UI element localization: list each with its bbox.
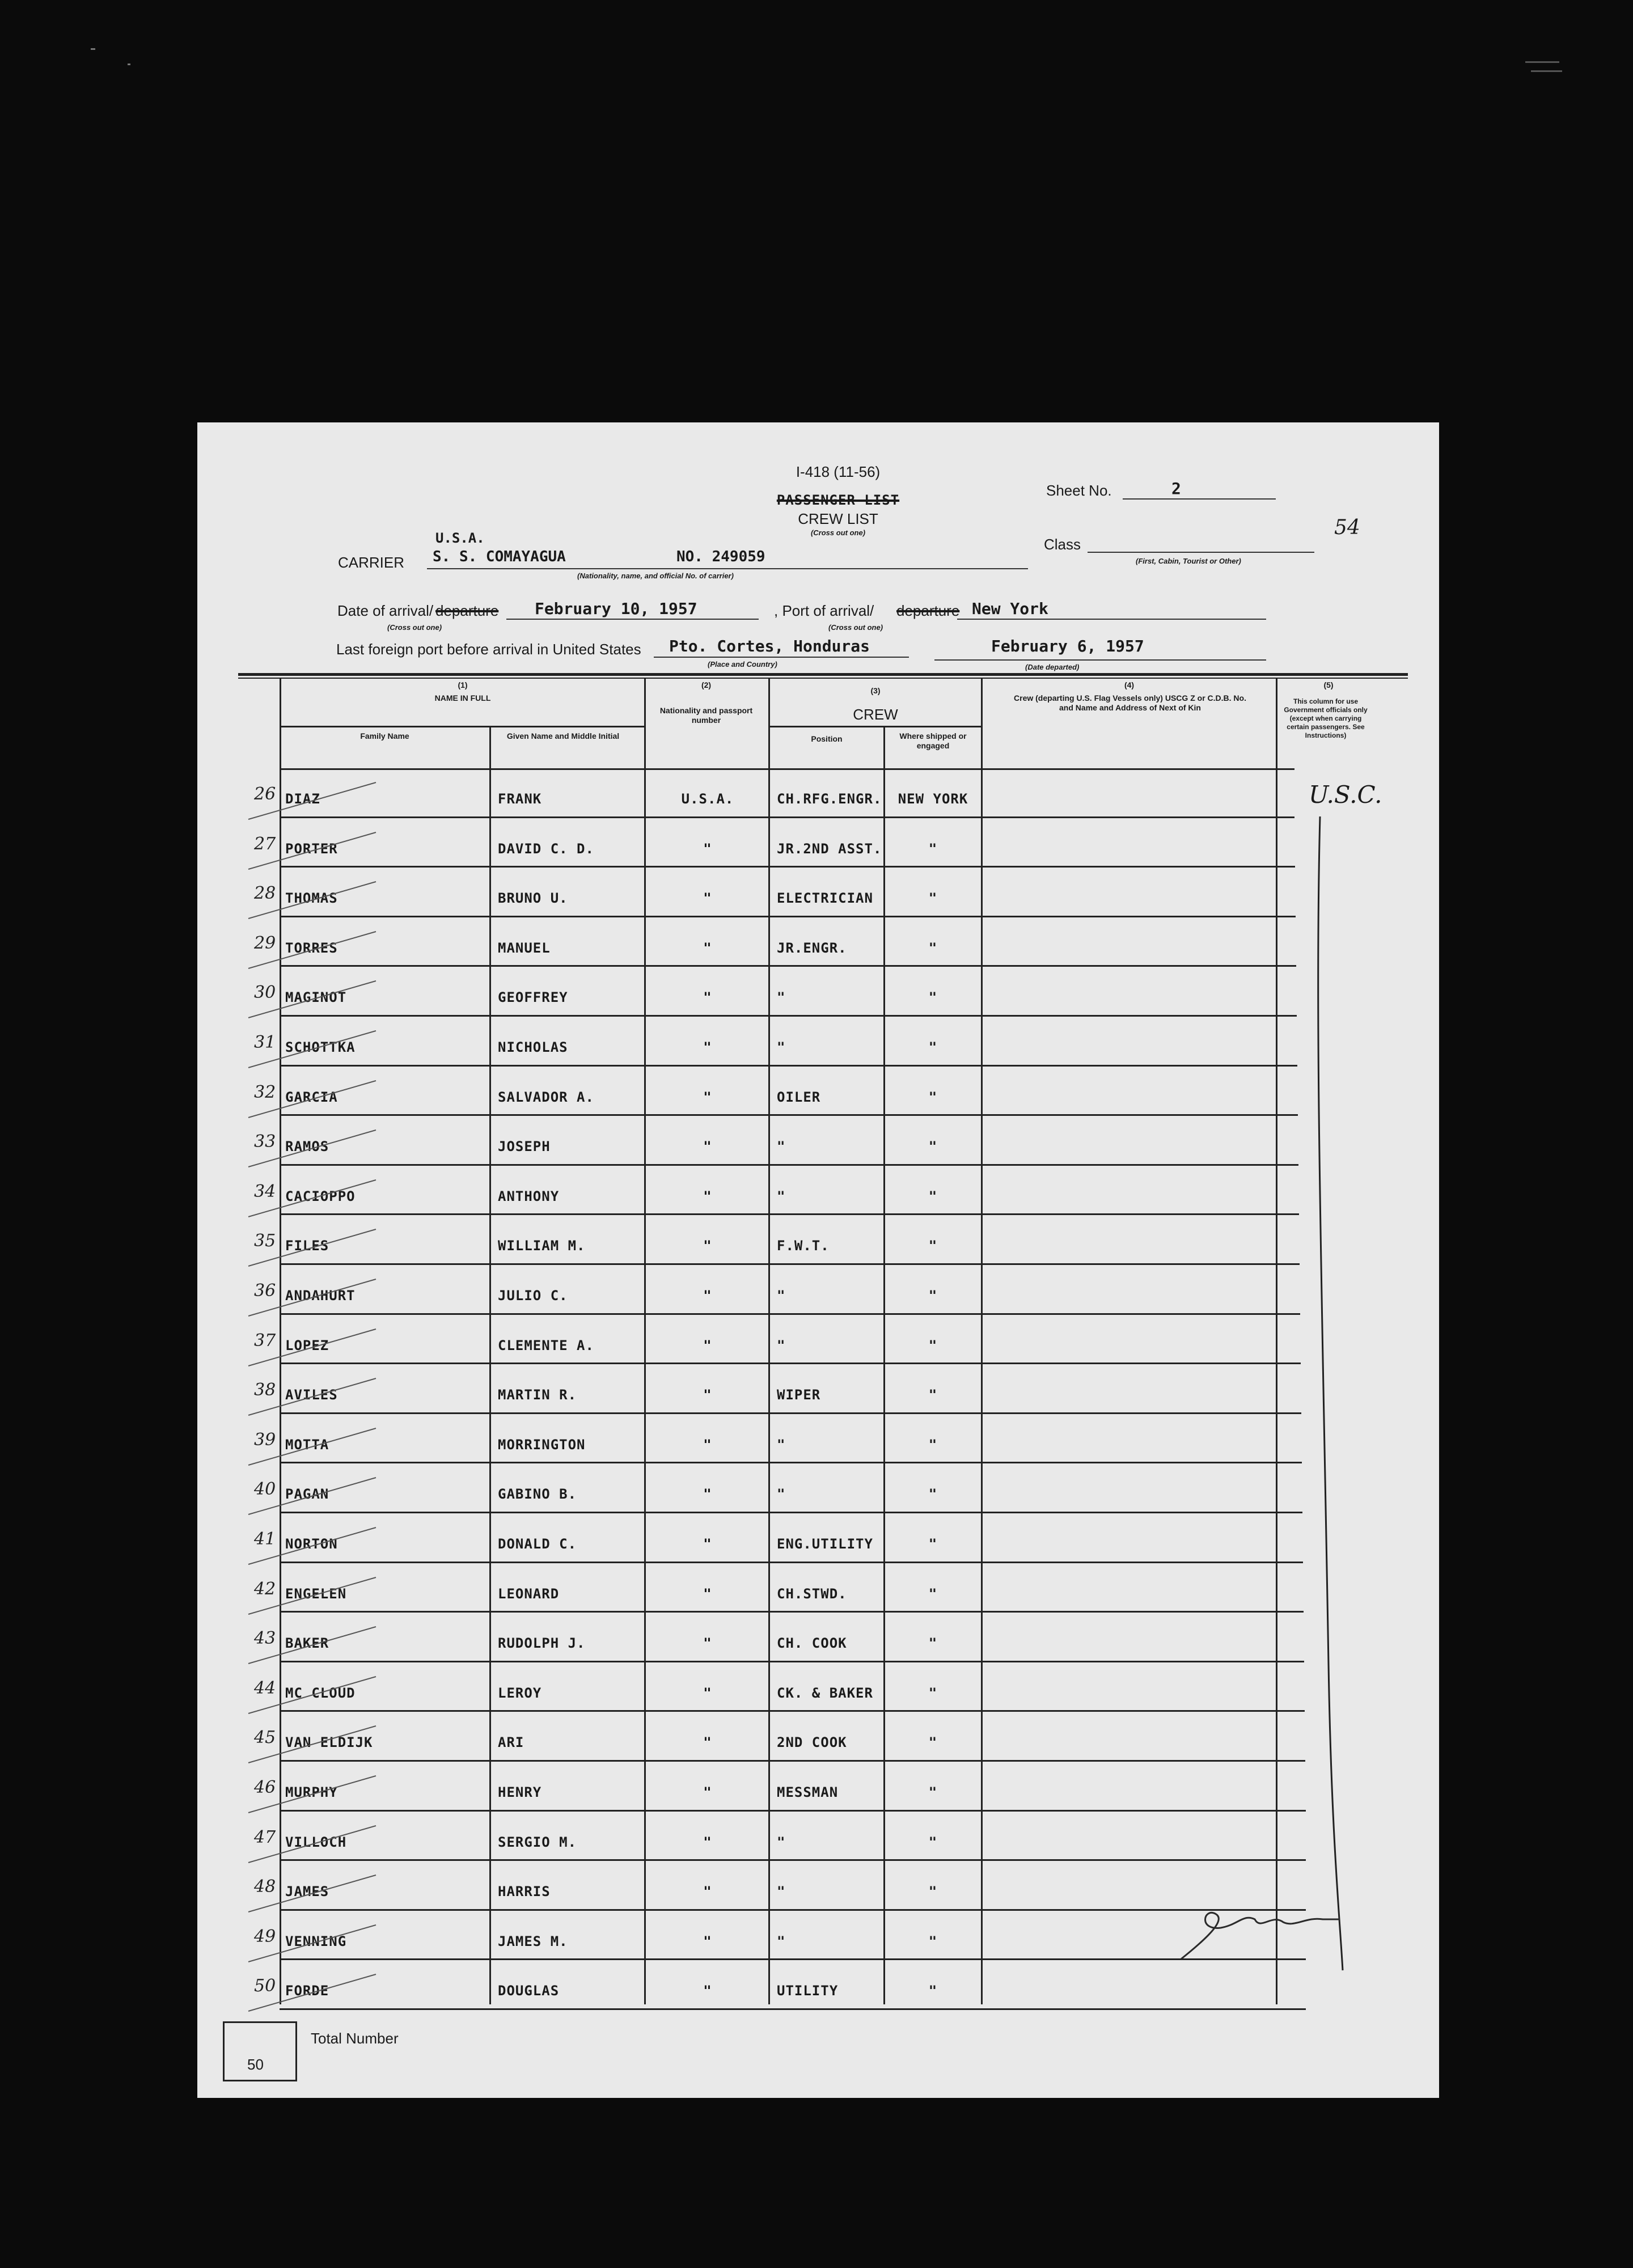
date-departed: February 6, 1957 xyxy=(991,637,1144,655)
col5-title: This column for use Government officials only (except when carrying certain passengers. See Instructions) xyxy=(1284,697,1368,739)
where-engaged: " xyxy=(928,1089,938,1105)
position: " xyxy=(777,1933,786,1949)
where-engaged: " xyxy=(928,1536,938,1552)
col5-number: (5) xyxy=(1323,680,1334,689)
date-label: Date of arrival/ xyxy=(337,602,434,619)
carrier-label: CARRIER xyxy=(338,554,405,571)
given-name: CLEMENTE A. xyxy=(498,1337,594,1353)
nationality: " xyxy=(703,1387,712,1403)
position: CH.RFG.ENGR. xyxy=(777,791,882,807)
check-mark xyxy=(246,1971,382,2017)
nationality: " xyxy=(703,989,712,1006)
given-name: WILLIAM M. xyxy=(498,1238,586,1254)
where-engaged: " xyxy=(928,1238,938,1254)
carrier-name: S. S. COMAYAGUA xyxy=(433,548,566,565)
nationality: " xyxy=(703,1436,712,1453)
row-number: 36 xyxy=(254,1281,276,1301)
given-name: LEROY xyxy=(498,1685,542,1701)
where-engaged: " xyxy=(928,890,938,907)
uscg-mark: U.S.C. xyxy=(1309,781,1382,809)
table-top-rule xyxy=(238,673,1408,676)
crew-list-form xyxy=(197,422,1439,2098)
position: WIPER xyxy=(777,1387,821,1403)
table-row xyxy=(197,1662,1439,1712)
sheet-label: Sheet No. xyxy=(1046,482,1112,499)
nationality: " xyxy=(703,890,712,907)
port-of-arrival: New York xyxy=(972,599,1048,618)
family-name: BAKER xyxy=(285,1635,329,1652)
row-number: 43 xyxy=(254,1628,276,1649)
table-row xyxy=(197,1613,1439,1662)
where-engaged: " xyxy=(928,1734,938,1751)
table-row xyxy=(197,1762,1439,1812)
table-row xyxy=(197,768,1439,818)
family-name-header: Family Name xyxy=(360,731,409,741)
row-number: 33 xyxy=(254,1132,276,1152)
where-engaged: " xyxy=(928,1834,938,1850)
date-caption: (Cross out one) xyxy=(387,623,442,632)
scan-speck xyxy=(91,48,95,50)
table-row xyxy=(197,1116,1439,1166)
given-name: RUDOLPH J. xyxy=(498,1635,586,1652)
family-name: MOTTA xyxy=(285,1436,329,1453)
col1-title: NAME IN FULL xyxy=(434,693,491,703)
family-name: JAMES xyxy=(285,1884,329,1900)
nationality: " xyxy=(703,1089,712,1105)
col1-number: (1) xyxy=(458,680,468,689)
position: MESSMAN xyxy=(777,1784,839,1800)
where-engaged: " xyxy=(928,940,938,956)
row-number: 47 xyxy=(254,1827,276,1847)
given-name: SALVADOR A. xyxy=(498,1089,594,1105)
position: " xyxy=(777,1337,786,1353)
row-number: 28 xyxy=(254,883,276,904)
scan-speck xyxy=(1531,70,1562,72)
nationality: " xyxy=(703,1139,712,1155)
col2-number: (2) xyxy=(701,680,712,689)
table-row xyxy=(197,1513,1439,1563)
col4-title: Crew (departing U.S. Flag Vessels only) USCG Z or C.D.B. No. and Name and Address of Next of Kin xyxy=(1014,693,1246,712)
where-engaged: " xyxy=(928,1188,938,1204)
last-foreign-port: Pto. Cortes, Honduras xyxy=(669,637,870,655)
position: UTILITY xyxy=(777,1983,839,1999)
row-number: 41 xyxy=(254,1529,276,1549)
nationality: " xyxy=(703,1188,712,1204)
total-box xyxy=(223,2021,297,2081)
table-row xyxy=(197,1463,1439,1513)
table-row xyxy=(197,1812,1439,1861)
row-divider xyxy=(280,2008,1306,2010)
col2-title: Nationality and passport number xyxy=(659,706,753,725)
nationality: U.S.A. xyxy=(681,791,734,807)
last-port-label: Last foreign port before arrival in United States xyxy=(336,641,641,658)
table-row xyxy=(197,1712,1439,1762)
given-name-header: Given Name and Middle Initial xyxy=(506,731,620,741)
family-name: MURPHY xyxy=(285,1784,338,1800)
class-caption: (First, Cabin, Tourist or Other) xyxy=(1136,557,1241,565)
given-name: MORRINGTON xyxy=(498,1436,586,1453)
given-name: HARRIS xyxy=(498,1884,551,1900)
port-caption: (Cross out one) xyxy=(828,623,883,632)
position: " xyxy=(777,989,786,1006)
given-name: SERGIO M. xyxy=(498,1834,577,1850)
row-number: 40 xyxy=(254,1479,276,1500)
given-name: DAVID C. D. xyxy=(498,840,594,857)
position-header: Position xyxy=(811,734,843,743)
row-number: 35 xyxy=(254,1231,276,1251)
date-struck-word: departure xyxy=(435,602,499,619)
position: " xyxy=(777,1884,786,1900)
given-name: DONALD C. xyxy=(498,1536,577,1552)
nationality: " xyxy=(703,1337,712,1353)
row-number: 48 xyxy=(254,1877,276,1897)
nationality: " xyxy=(703,1734,712,1751)
row-number: 38 xyxy=(254,1380,276,1400)
family-name: RAMOS xyxy=(285,1139,329,1155)
row-number: 49 xyxy=(254,1926,276,1947)
position: CK. & BAKER xyxy=(777,1685,873,1701)
table-row xyxy=(197,1067,1439,1116)
table-row xyxy=(197,868,1439,917)
family-name: PORTER xyxy=(285,840,338,857)
where-engaged: " xyxy=(928,1933,938,1949)
where-engaged: " xyxy=(928,1784,938,1800)
position: F.W.T. xyxy=(777,1238,830,1254)
position: " xyxy=(777,1139,786,1155)
where-engaged: " xyxy=(928,1983,938,1999)
family-name: SCHOTTKA xyxy=(285,1039,356,1055)
col4-number: (4) xyxy=(1124,680,1135,689)
family-name: VAN ELDIJK xyxy=(285,1734,373,1751)
nationality: " xyxy=(703,1884,712,1900)
row-number: 42 xyxy=(254,1579,276,1599)
table-row xyxy=(197,1215,1439,1265)
row-number: 31 xyxy=(254,1033,276,1052)
family-name: GARCIA xyxy=(285,1089,338,1105)
passenger-list-struck: PASSENGER LIST xyxy=(776,492,900,508)
family-name: CACIOPPO xyxy=(285,1188,356,1204)
inspector-signature xyxy=(1175,1897,1346,1965)
position: " xyxy=(777,1834,786,1850)
col3-number: (3) xyxy=(870,686,881,695)
where-engaged: " xyxy=(928,840,938,857)
table-row xyxy=(197,1960,1439,2010)
table-row xyxy=(197,1364,1439,1414)
table-row xyxy=(197,1414,1439,1464)
where-engaged: " xyxy=(928,1486,938,1503)
row-number: 30 xyxy=(254,983,276,1003)
family-name: FORDE xyxy=(285,1983,329,1999)
title-caption: (Cross out one) xyxy=(810,528,866,537)
nationality: " xyxy=(703,940,712,956)
position: 2ND COOK xyxy=(777,1734,847,1751)
family-name: ENGELEN xyxy=(285,1585,347,1602)
position: JR.ENGR. xyxy=(777,940,847,956)
nationality: " xyxy=(703,1933,712,1949)
carrier-caption: (Nationality, name, and official No. of carrier) xyxy=(577,572,734,580)
where-engaged: " xyxy=(928,1884,938,1900)
carrier-nationality: U.S.A. xyxy=(435,530,485,546)
where-engaged: " xyxy=(928,1039,938,1055)
nationality: " xyxy=(703,1536,712,1552)
form-title: CREW LIST xyxy=(798,510,878,527)
row-number: 27 xyxy=(254,833,276,854)
position: " xyxy=(777,1188,786,1204)
where-engaged: " xyxy=(928,1337,938,1353)
total-number-value: 50 xyxy=(247,2056,264,2073)
family-name: PAGAN xyxy=(285,1486,329,1503)
family-name: NORTON xyxy=(285,1536,338,1552)
where-engaged: " xyxy=(928,1585,938,1602)
where-engaged: " xyxy=(928,1635,938,1652)
given-name: GEOFFREY xyxy=(498,989,568,1006)
table-row xyxy=(197,1017,1439,1067)
column5-bracket-line xyxy=(1309,814,1377,1982)
family-name: LOPEZ xyxy=(285,1337,329,1353)
where-engaged: " xyxy=(928,1436,938,1453)
position: " xyxy=(777,1486,786,1503)
nationality: " xyxy=(703,1685,712,1701)
row-number: 50 xyxy=(254,1976,276,1996)
where-engaged: " xyxy=(928,1139,938,1155)
position: OILER xyxy=(777,1089,821,1105)
given-name: JOSEPH xyxy=(498,1139,551,1155)
family-name: TORRES xyxy=(285,940,338,956)
position: ELECTRICIAN xyxy=(777,890,873,907)
arrival-date: February 10, 1957 xyxy=(535,599,697,618)
scan-speck xyxy=(1525,61,1559,63)
position: CH.STWD. xyxy=(777,1585,847,1602)
family-name: THOMAS xyxy=(285,890,338,907)
row-number: 39 xyxy=(254,1429,276,1450)
family-name: MAGINOT xyxy=(285,989,347,1006)
row-number: 46 xyxy=(254,1778,276,1797)
where-engaged: " xyxy=(928,1685,938,1701)
row-number: 34 xyxy=(254,1181,276,1201)
nationality: " xyxy=(703,1834,712,1850)
position: JR.2ND ASST. xyxy=(777,840,882,857)
given-name: JAMES M. xyxy=(498,1933,568,1949)
sheet-number: 2 xyxy=(1171,479,1181,498)
table-row xyxy=(197,1166,1439,1216)
given-name: FRANK xyxy=(498,791,542,807)
family-name: MC CLOUD xyxy=(285,1685,356,1701)
table-row xyxy=(197,917,1439,967)
family-name: VENNING xyxy=(285,1933,347,1949)
row-number: 45 xyxy=(254,1728,276,1748)
where-engaged: " xyxy=(928,989,938,1006)
where-engaged: " xyxy=(928,1288,938,1304)
nationality: " xyxy=(703,840,712,857)
family-name: ANDAHURT xyxy=(285,1288,356,1304)
nationality: " xyxy=(703,1039,712,1055)
row-number: 32 xyxy=(254,1082,276,1102)
position: ENG.UTILITY xyxy=(777,1536,873,1552)
given-name: MARTIN R. xyxy=(498,1387,577,1403)
row-number: 44 xyxy=(254,1678,276,1698)
given-name: ARI xyxy=(498,1734,524,1751)
last-port-caption: (Place and Country) xyxy=(708,660,777,668)
position: " xyxy=(777,1039,786,1055)
given-name: DOUGLAS xyxy=(498,1983,560,1999)
family-name: FILES xyxy=(285,1238,329,1254)
form-number: I-418 (11-56) xyxy=(796,463,881,480)
table-row xyxy=(197,1563,1439,1613)
row-number: 26 xyxy=(254,784,276,804)
nationality: " xyxy=(703,1983,712,1999)
table-row xyxy=(197,1315,1439,1365)
table-row xyxy=(197,967,1439,1017)
class-label: Class xyxy=(1044,536,1081,553)
where-engaged: NEW YORK xyxy=(898,791,968,807)
row-number: 37 xyxy=(254,1330,276,1351)
given-name: JULIO C. xyxy=(498,1288,568,1304)
where-engaged: " xyxy=(928,1387,938,1403)
nationality: " xyxy=(703,1635,712,1652)
given-name: LEONARD xyxy=(498,1585,560,1602)
where-engaged-header: Where shipped or engaged xyxy=(899,731,967,750)
nationality: " xyxy=(703,1585,712,1602)
scan-speck xyxy=(128,64,130,65)
total-number-label: Total Number xyxy=(311,2030,399,2047)
port-struck-word: departure xyxy=(896,602,960,619)
row-number: 29 xyxy=(254,933,276,953)
page-mark: 54 xyxy=(1334,516,1360,539)
given-name: ANTHONY xyxy=(498,1188,560,1204)
position: " xyxy=(777,1436,786,1453)
given-name: GABINO B. xyxy=(498,1486,577,1503)
given-name: BRUNO U. xyxy=(498,890,568,907)
nationality: " xyxy=(703,1238,712,1254)
family-name: DIAZ xyxy=(285,791,320,807)
family-name: AVILES xyxy=(285,1387,338,1403)
given-name: NICHOLAS xyxy=(498,1039,568,1055)
given-name: HENRY xyxy=(498,1784,542,1800)
col3-title: CREW xyxy=(853,706,898,723)
table-row xyxy=(197,818,1439,868)
carrier-official-number: NO. 249059 xyxy=(676,548,765,565)
family-name: VILLOCH xyxy=(285,1834,347,1850)
nationality: " xyxy=(703,1288,712,1304)
port-label: , Port of arrival/ xyxy=(774,602,874,619)
departed-caption: (Date departed) xyxy=(1025,663,1080,671)
table-row xyxy=(197,1265,1439,1315)
nationality: " xyxy=(703,1784,712,1800)
position: " xyxy=(777,1288,786,1304)
nationality: " xyxy=(703,1486,712,1503)
position: CH. COOK xyxy=(777,1635,847,1652)
given-name: MANUEL xyxy=(498,940,551,956)
